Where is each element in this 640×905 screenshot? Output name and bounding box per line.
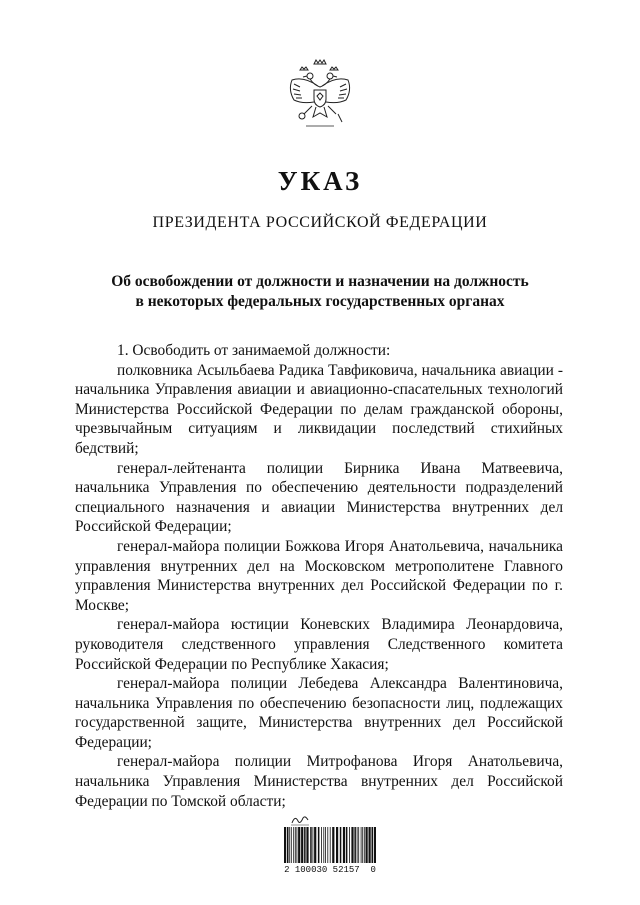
barcode-number: 2 100030 52157 0 — [284, 865, 376, 875]
barcode-bar — [287, 827, 289, 863]
decree-paragraph: генерал-майора юстиции Коневских Владимира Леонардовича, руководителя следственного управления Следственного комитета Российской Федерации по Республике Хакасия; — [75, 616, 563, 673]
barcode-bar — [346, 827, 348, 863]
barcode-bar — [351, 827, 353, 863]
barcode-bar — [332, 827, 334, 863]
barcode-bar — [291, 827, 292, 863]
barcode-bar — [362, 827, 363, 863]
barcode-bar — [374, 827, 376, 863]
barcode-bar — [354, 827, 356, 863]
barcode-bar — [310, 827, 312, 863]
decree-paragraph: генерал-майора полиции Митрофанова Игоря Анатольевича, начальника Управления Министерства внутренних дел Российской Федерации по Томской области; — [75, 753, 563, 810]
barcode-bar — [313, 827, 314, 863]
decree-paragraph: 1. Освободить от занимаемой должности: — [117, 342, 391, 359]
signature-mark-icon — [290, 812, 310, 826]
barcode-bar — [361, 827, 362, 863]
barcode-bar — [343, 827, 345, 863]
barcode-bar — [321, 827, 322, 863]
barcode-bar — [372, 827, 374, 863]
barcode-bar — [325, 827, 326, 863]
barcode-bar — [369, 827, 371, 863]
barcode-bar — [301, 827, 303, 863]
barcode-bar — [306, 827, 308, 863]
barcode-bar — [318, 827, 320, 863]
barcode-bar — [297, 827, 298, 863]
barcode-bar — [357, 827, 358, 863]
barcode-bar — [314, 827, 316, 863]
barcode-bar — [366, 827, 368, 863]
decree-heading-line1: Об освобождении от должности и назначении на должность — [111, 273, 529, 290]
decree-subtitle: ПРЕЗИДЕНТА РОССИЙСКОЙ ФЕДЕРАЦИИ — [152, 214, 488, 231]
decree-body — [75, 341, 563, 811]
barcode-bar — [327, 827, 328, 863]
barcode-bar — [358, 827, 359, 863]
barcode-bar — [289, 827, 290, 863]
barcode-bar — [295, 827, 296, 863]
barcode-bar — [330, 827, 331, 863]
barcode-bar — [364, 827, 365, 863]
barcode-bar — [304, 827, 306, 863]
barcode-bar — [336, 827, 338, 863]
decree-heading-line2: в некоторых федеральных государственных органах — [135, 293, 505, 310]
decree-paragraph: генерал-майора полиции Лебедева Александра Валентиновича, начальника Управления по обеспечению безопасности лиц, подлежащих государственной защите, Министерства внутренних дел Российской Федерации; — [75, 675, 563, 751]
decree-paragraph: генерал-майора полиции Божкова Игоря Анатольевича, начальника управления внутренних дел на Московском метрополитене Главного управления Министерства внутренних дел Российской Федерации по г. Москве; — [75, 537, 563, 614]
barcode-bar — [284, 827, 286, 863]
decree-paragraph: полковника Асыльбаева Радика Тавфиковича, начальника авиации - начальника Управления авиации и авиационно-спасательных технологий Министерства Российской Федерации по делам гражданской обороны, чрезвычайным ситуациям и ликвидации последствий стихийных бедствий; — [75, 361, 563, 457]
barcode-bars — [282, 827, 378, 863]
barcode-bar — [298, 827, 300, 863]
barcode-bar — [293, 827, 294, 863]
barcode-bar — [340, 827, 342, 863]
decree-title: УКАЗ — [277, 166, 363, 196]
coat-of-arms-emblem-icon — [278, 58, 362, 142]
barcode-bar — [323, 827, 324, 863]
decree-heading — [0, 272, 640, 312]
decree-paragraph: генерал-лейтенанта полиции Бирника Ивана Матвеевича, начальника Управления по обеспечению деятельности подразделений специального назначения и авиации Министерства внутренних дел Российской Федерации; — [75, 459, 563, 536]
barcode-bar — [349, 827, 350, 863]
